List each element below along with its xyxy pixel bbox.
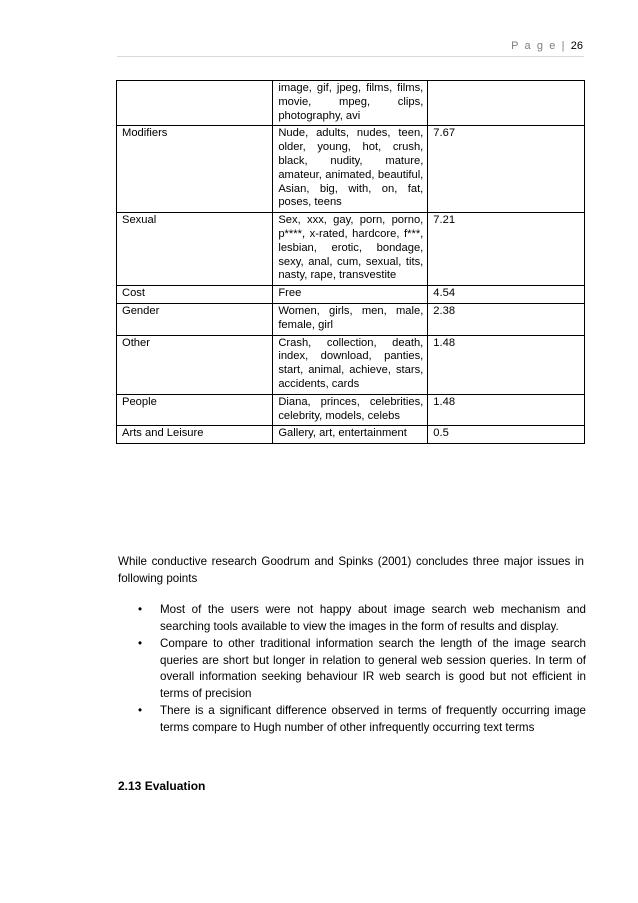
terms-cell: Diana, princes, celebrities, celebrity, models, celebs: [273, 394, 428, 426]
value-cell: 7.67: [428, 126, 585, 213]
terms-cell: Crash, collection, death, index, download, panties, start, animal, achieve, stars, accidents, cards: [273, 335, 428, 394]
page-label: P a g e: [511, 40, 557, 52]
table-row: [117, 126, 585, 213]
list-item: [118, 636, 586, 702]
list-item: [118, 703, 586, 736]
terms-cell: image, gif, jpeg, films, films, movie, mpeg, clips, photography, avi: [273, 81, 428, 126]
value-cell: 1.48: [428, 394, 585, 426]
terms-cell: Sex, xxx, gay, porn, porno, p****, x-rated, hardcore, f***, lesbian, erotic, bondage, sexy, anal, cum, sexual, tits, nasty, rape, transvestite: [273, 213, 428, 286]
terms-cell: Women, girls, men, male, female, girl: [273, 303, 428, 335]
table-row: [117, 213, 585, 286]
terms-cell: Gallery, art, entertainment: [273, 426, 428, 444]
list-item-text: There is a significant difference observed in terms of frequently occurring image terms compare to Hugh number of other infrequently occurring text terms: [160, 704, 586, 734]
bullet-icon: •: [138, 704, 143, 717]
body-paragraph: While conductive research Goodrum and Spinks (2001) concludes three major issues in following points: [118, 555, 584, 585]
issues-list: [118, 602, 586, 737]
category-cell: People: [117, 394, 273, 426]
terms-table: [116, 80, 585, 444]
table-row: [117, 426, 585, 444]
table-row: [117, 394, 585, 426]
table-row: [117, 303, 585, 335]
value-cell: 0.5: [428, 426, 585, 444]
list-item-text: Most of the users were not happy about image search web mechanism and searching tools available to view the images in the form of results and display.: [160, 603, 586, 633]
table-row: [117, 81, 585, 126]
category-cell: Gender: [117, 303, 273, 335]
header-rule: [117, 56, 584, 57]
category-cell: Arts and Leisure: [117, 426, 273, 444]
category-cell: Other: [117, 335, 273, 394]
bullet-icon: •: [138, 637, 143, 650]
table-row: [117, 286, 585, 304]
value-cell: 1.48: [428, 335, 585, 394]
terms-cell: Free: [273, 286, 428, 304]
category-cell: [117, 81, 273, 126]
bullet-icon: •: [138, 603, 143, 616]
terms-cell: Nude, adults, nudes, teen, older, young, hot, crush, black, nudity, mature, amateur, animated, beautiful, Asian, big, with, on, fat, poses, teens: [273, 126, 428, 213]
value-cell: 4.54: [428, 286, 585, 304]
list-item: [118, 602, 586, 635]
value-cell: 2.38: [428, 303, 585, 335]
value-cell: [428, 81, 585, 126]
page-separator: |: [561, 40, 567, 52]
category-cell: Cost: [117, 286, 273, 304]
table-row: [117, 335, 585, 394]
list-item-text: Compare to other traditional information search the length of the image search queries are short but longer in relation to general web session queries. In term of overall information seeking behaviour IR web search is good but not efficient in terms of precision: [160, 637, 586, 700]
page-number: 26: [570, 40, 583, 52]
value-cell: 7.21: [428, 213, 585, 286]
section-heading: 2.13 Evaluation: [118, 779, 206, 793]
category-cell: Modifiers: [117, 126, 273, 213]
category-cell: Sexual: [117, 213, 273, 286]
page-header: [511, 40, 583, 52]
